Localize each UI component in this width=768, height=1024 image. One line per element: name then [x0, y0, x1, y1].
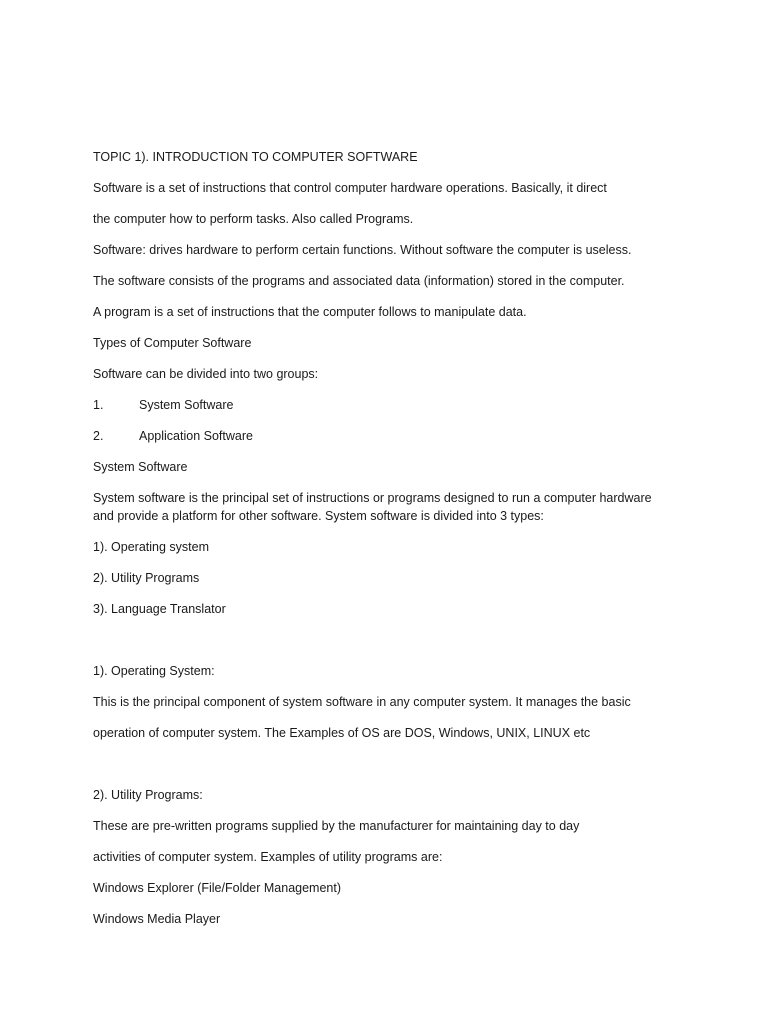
paragraph: System software is the principal set of instructions or programs designed to run a computer hardware and provide a platform for other software. System software is divided into 3 types:: [93, 491, 652, 523]
list-number: 1.: [93, 398, 104, 412]
list-item: Windows Explorer (File/Folder Management): [93, 881, 342, 895]
paragraph-line: These are pre-written programs supplied by the manufacturer for maintaining day to day: [93, 819, 580, 833]
paragraph: The software consists of the programs and associated data (information) stored in the computer.: [93, 274, 625, 288]
paragraph: Software: drives hardware to perform certain functions. Without software the computer is useless.: [93, 243, 632, 257]
list-item: 1). Operating system: [93, 540, 210, 554]
document-title: TOPIC 1). INTRODUCTION TO COMPUTER SOFTWARE: [93, 150, 418, 164]
paragraph-line: This is the principal component of system software in any computer system. It manages the basic: [93, 695, 631, 709]
section-heading-os: 1). Operating System:: [93, 664, 215, 678]
section-heading-system: System Software: [93, 460, 188, 474]
list-item: [93, 396, 713, 414]
paragraph-line: activities of computer system. Examples of utility programs are:: [93, 850, 443, 864]
paragraph: Software can be divided into two groups:: [93, 367, 319, 381]
paragraph-line: Software is a set of instructions that control computer hardware operations. Basically, it direct: [93, 181, 607, 195]
list-label: System Software: [139, 398, 234, 412]
list-item: 3). Language Translator: [93, 602, 226, 616]
list-label: Application Software: [139, 429, 253, 443]
section-heading-types: Types of Computer Software: [93, 336, 252, 350]
section-heading-utility: 2). Utility Programs:: [93, 788, 203, 802]
list-item: 2). Utility Programs: [93, 571, 200, 585]
list-number: 2.: [93, 429, 104, 443]
list-item: [93, 427, 713, 445]
paragraph: A program is a set of instructions that the computer follows to manipulate data.: [93, 305, 527, 319]
paragraph-line: the computer how to perform tasks. Also called Programs.: [93, 212, 414, 226]
paragraph-line: operation of computer system. The Examples of OS are DOS, Windows, UNIX, LINUX etc: [93, 726, 591, 740]
list-item: Windows Media Player: [93, 912, 221, 926]
